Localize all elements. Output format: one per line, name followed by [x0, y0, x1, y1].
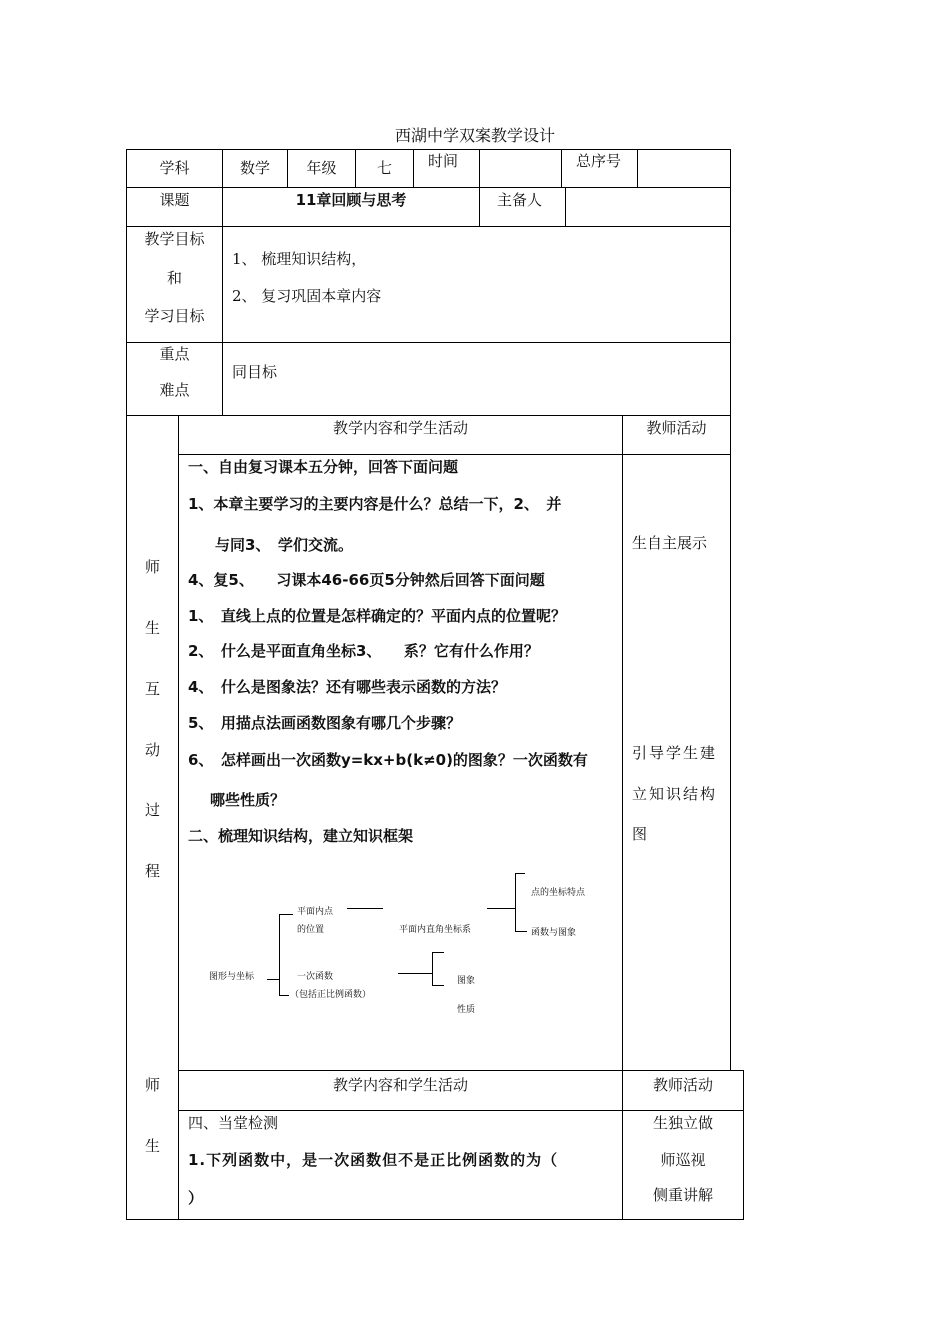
keypoints-label-2: 难点 [159, 381, 190, 399]
subject-label: 学科 [159, 159, 190, 177]
goals-label-2: 和 [166, 269, 182, 287]
topic-label: 课题 [159, 191, 190, 209]
check-q1-line2: ） [188, 1189, 204, 1207]
content-line-11: 二、梳理知识结构，建立知识框架 [188, 827, 414, 845]
goal-item-2: 2、 复习巩固本章内容 [232, 287, 382, 305]
subject-value: 数学 [239, 159, 270, 177]
keypoints-label-1: 重点 [159, 345, 190, 363]
teacher-note-2a: 引导学生建 [632, 744, 718, 762]
content-line-2: 1、本章主要学习的主要内容是什么？总结一下，2、 并 [188, 495, 562, 513]
diagram-branch1-leaf1: 点的坐标特点 [531, 888, 586, 898]
diagram-branch2-leaf1: 图象 [457, 976, 476, 986]
check-col-teacher: 教师活动 [652, 1076, 713, 1094]
check-teacher-1: 生独立做 [652, 1114, 713, 1132]
side-label-2: 生 [144, 619, 160, 637]
content-line-9: 6、 怎样画出一次函数y=kx+b(k≠0)的图象？一次函数有 [188, 751, 588, 769]
diagram-branch1-leaf2: 函数与图象 [531, 928, 577, 938]
grade-value: 七 [376, 159, 392, 177]
teacher-note-2b: 立知识结构 [632, 785, 718, 803]
check-side-label-1: 师 [144, 1076, 160, 1094]
diagram-branch2-line1: 一次函数 [297, 972, 334, 982]
side-label-4: 动 [144, 741, 160, 759]
page-title: 西湖中学双案教学设计 [394, 126, 555, 145]
check-col-content: 教学内容和学生活动 [332, 1076, 468, 1094]
content-line-10: 哪些性质？ [210, 791, 286, 809]
diagram-root: 图形与坐标 [209, 972, 255, 982]
side-label-5: 过 [144, 801, 160, 819]
goals-label-3: 学习目标 [144, 307, 205, 325]
diagram-branch2-line2: （包括正比例函数） [290, 990, 372, 1000]
keypoints-value: 同目标 [232, 363, 278, 381]
check-teacher-2: 师巡视 [660, 1151, 706, 1169]
side-label-6: 程 [144, 862, 160, 880]
seq-label: 总序号 [576, 152, 622, 170]
diagram-branch2-leaf2: 性质 [457, 1005, 476, 1015]
check-teacher-3: 侧重讲解 [652, 1186, 713, 1204]
check-side-label-2: 生 [144, 1137, 160, 1155]
time-label: 时间 [428, 152, 459, 170]
side-label-1: 师 [144, 558, 160, 576]
teacher-note-1: 生自主展示 [632, 534, 708, 552]
interaction-col-teacher: 教师活动 [646, 419, 707, 437]
diagram-branch1-line2: 的位置 [297, 925, 325, 935]
content-line-6: 2、 什么是平面直角坐标3、 系？它有什么作用？ [188, 642, 539, 660]
goals-label-1: 教学目标 [144, 230, 205, 248]
check-section-title: 四、当堂检测 [188, 1114, 279, 1132]
check-q1-line1: 1.下列函数中，是一次函数但不是正比例函数的为（ [188, 1151, 559, 1169]
teacher-note-2c: 图 [632, 825, 648, 843]
diagram-branch1-line1: 平面内点 [297, 907, 334, 917]
interaction-col-content: 教学内容和学生活动 [332, 419, 468, 437]
goal-item-1: 1、 梳理知识结构， [232, 250, 367, 268]
content-line-1: 一、自由复习课本五分钟，回答下面问题 [188, 458, 459, 476]
content-line-8: 5、 用描点法画函数图象有哪几个步骤？ [188, 714, 461, 732]
grade-label: 年级 [306, 159, 337, 177]
content-line-3: 与同3、 学们交流。 [215, 536, 353, 554]
content-line-5: 1、 直线上点的位置是怎样确定的？平面内点的位置呢？ [188, 607, 566, 625]
content-line-4: 4、复5、 习课本46-66页5分钟然后回答下面问题 [188, 571, 545, 589]
preparer-label: 主备人 [497, 191, 543, 209]
side-label-3: 互 [144, 680, 160, 698]
diagram-branch1-mid: 平面内直角坐标系 [399, 925, 472, 935]
content-line-7: 4、 什么是图象法？还有哪些表示函数的方法？ [188, 678, 506, 696]
topic-value: 11章回顾与思考 [295, 191, 407, 209]
